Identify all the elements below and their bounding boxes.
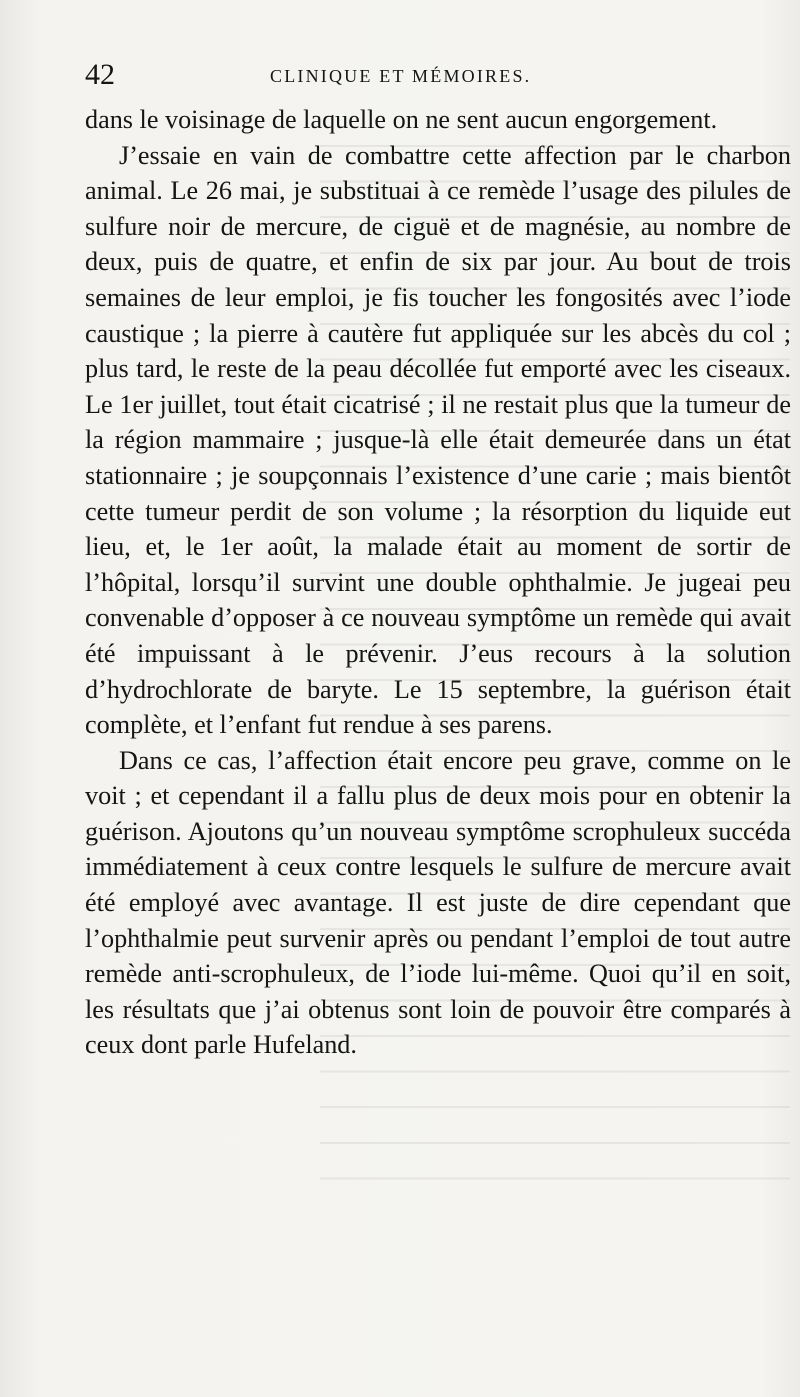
paragraph-3: Dans ce cas, l’affection était encore peu grave, comme on le voit ; et cependant il a fallu plus de deux mois pour en obtenir la guérison. Ajoutons qu’un nouveau symptôme scrophuleux succéda immédiatement à ceux contre lesquels le sulfure de mercure avait été employé avec avantage. Il est juste de dire cependant que l’ophthalmie peut survenir après ou pendant l’emploi de tout autre remède anti-scrophuleux, de l’iode lui-même. Quoi qu’il en soit, les résultats que j’ai obtenus sont loin de pouvoir être comparés à ceux dont parle Hufeland.: [85, 745, 791, 1060]
page-number: 42: [85, 58, 115, 91]
paragraph-2: J’essaie en vain de combattre cette affection par le charbon animal. Le 26 mai, je substituai à ce remède l’usage des pilules de sulfure noir de mercure, de ciguë et de magnésie, au nombre de deux, puis de quatre, et enfin de six par jour. Au bout de trois semaines de leur emploi, je fis toucher les fongosités avec l’iode caustique ; la pierre à cautère fut appliquée sur les abcès du col ; plus tard, le reste de la peau décollée fut emporté avec les ciseaux. Le 1er juillet, tout était cicatrisé ; il ne restait plus que la tumeur de la région mammaire ; jusque-là elle était demeurée dans un état stationnaire ; je soupçonnais l’existence d’une carie ; mais bientôt cette tumeur perdit de son volume ; la résorption du liquide eut lieu, et, le 1er août, la malade était au moment de sortir de l’hôpital, lorsqu’il survint une double ophthalmie. Je jugeai peu convenable d’opposer à ce nouveau symptôme un remède qui avait été impuissant à le prévenir. J’eus recours à la solution d’hydrochlorate de baryte. Le 15 septembre, la guérison était complète, et l’enfant fut rendue à ses parens.: [85, 140, 791, 740]
page-header: [85, 58, 791, 92]
running-head: CLINIQUE ET MÉMOIRES.: [270, 66, 532, 86]
body-text: [85, 102, 791, 1063]
paragraph-1: dans le voisinage de laquelle on ne sent aucun engorgement.: [85, 105, 718, 134]
